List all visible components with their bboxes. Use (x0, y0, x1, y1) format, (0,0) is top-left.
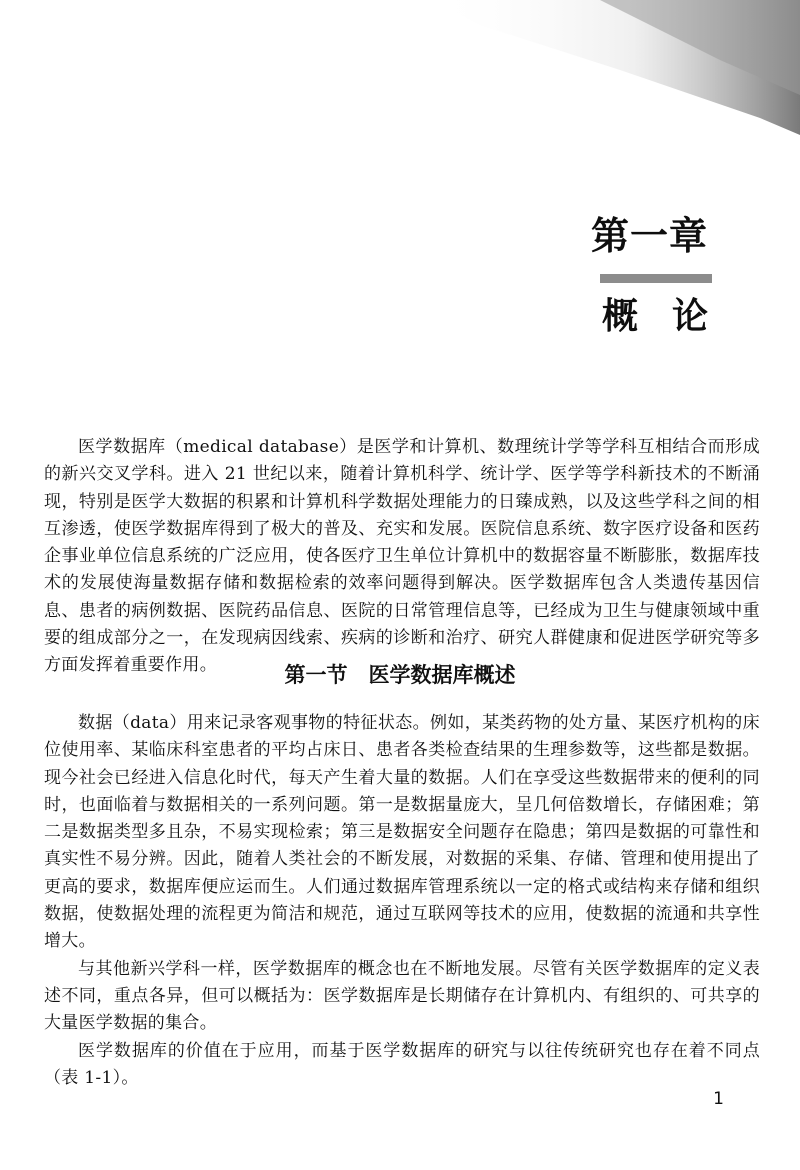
section-paragraph-3: 医学数据库的价值在于应用，而基于医学数据库的研究与以往传统研究也存在着不同点（表 1-1）。 (44, 1040, 760, 1088)
chapter-divider (600, 274, 712, 283)
page-corner-shadow (0, 0, 800, 150)
page-number: 1 (713, 1089, 724, 1109)
section-body (44, 710, 760, 1092)
section-paragraph-1: 数据（data）用来记录客观事物的特征状态。例如，某类药物的处方量、某医疗机构的床位使用率、某临床科室患者的平均占床日、患者各类检查结果的生理参数等，这些都是数据。现今社会已经进入信息化时代，每天产生着大量的数据。人们在享受这些数据带来的便利的同时，也面临着与数据相关的一系列问题。第一是数据量庞大，呈几何倍数增长，存储困难；第二是数据类型多且杂，不易实现检索；第三是数据安全问题存在隐患；第四是数据的可靠性和真实性不易分辨。因此，随着人类社会的不断发展，对数据的采集、存储、管理和使用提出了更高的要求，数据库便应运而生。人们通过数据库管理系统以一定的格式或结构来存储和组织数据，使数据处理的流程更为简洁和规范，通过互联网等技术的应用，使数据的流通和共享性增大。 (44, 713, 760, 952)
intro-text (44, 434, 760, 680)
intro-paragraph: 医学数据库（medical database）是医学和计算机、数理统计学等学科互相结合而形成的新兴交叉学科。进入 21 世纪以来，随着计算机科学、统计学、医学等学科新技术的不断涌现，特别是医学大数据的积累和计算机科学数据处理能力的日臻成熟，以及这些学科之间的相互渗透，使医学数据库得到了极大的普及、充实和发展。医院信息系统、数字医疗设备和医药企事业单位信息系统的广泛应用，使各医疗卫生单位计算机中的数据容量不断膨胀，数据库技术的发展使海量数据存储和数据检索的效率问题得到解决。医学数据库包含人类遗传基因信息、患者的病例数据、医院药品信息、医院的日常管理信息等，已经成为卫生与健康领域中重要的组成部分之一，在发现病因线索、疾病的诊断和治疗、研究人群健康和促进医学研究等多方面发挥着重要作用。 (44, 437, 760, 676)
section-paragraph-2: 与其他新兴学科一样，医学数据库的概念也在不断地发展。尽管有关医学数据库的定义表述不同，重点各异，但可以概括为：医学数据库是长期储存在计算机内、有组织的、可共享的大量医学数据的集合。 (44, 958, 760, 1034)
section-heading: 第一节 医学数据库概述 (284, 663, 516, 687)
chapter-number: 第一章 (590, 214, 708, 258)
chapter-title: 概论 (601, 296, 742, 337)
